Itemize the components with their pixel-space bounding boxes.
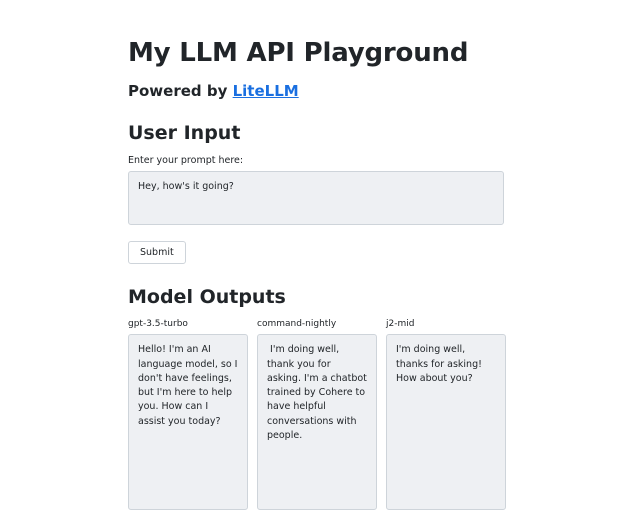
output-label-gpt-3-5-turbo: gpt-3.5-turbo [128,319,188,330]
submit-button[interactable]: Submit [128,241,186,264]
model-outputs-row [128,308,512,514]
prompt-label: Enter your prompt here: [128,155,244,166]
user-input-heading: User Input [128,122,241,144]
output-column-j2-mid [386,308,506,514]
submit-row [128,240,512,264]
litellm-link[interactable]: LiteLLM [232,82,299,100]
output-column-gpt-3-5-turbo [128,308,248,514]
powered-by-line [128,82,512,100]
output-column-command-nightly [257,308,377,514]
output-label-command-nightly: command-nightly [257,319,337,330]
model-outputs-heading: Model Outputs [128,286,286,309]
prompt-input[interactable] [128,171,504,225]
output-label-j2-mid: j2-mid [386,319,415,330]
page-title: My LLM API Playground [128,38,469,68]
powered-by-prefix: Powered by [128,82,233,100]
